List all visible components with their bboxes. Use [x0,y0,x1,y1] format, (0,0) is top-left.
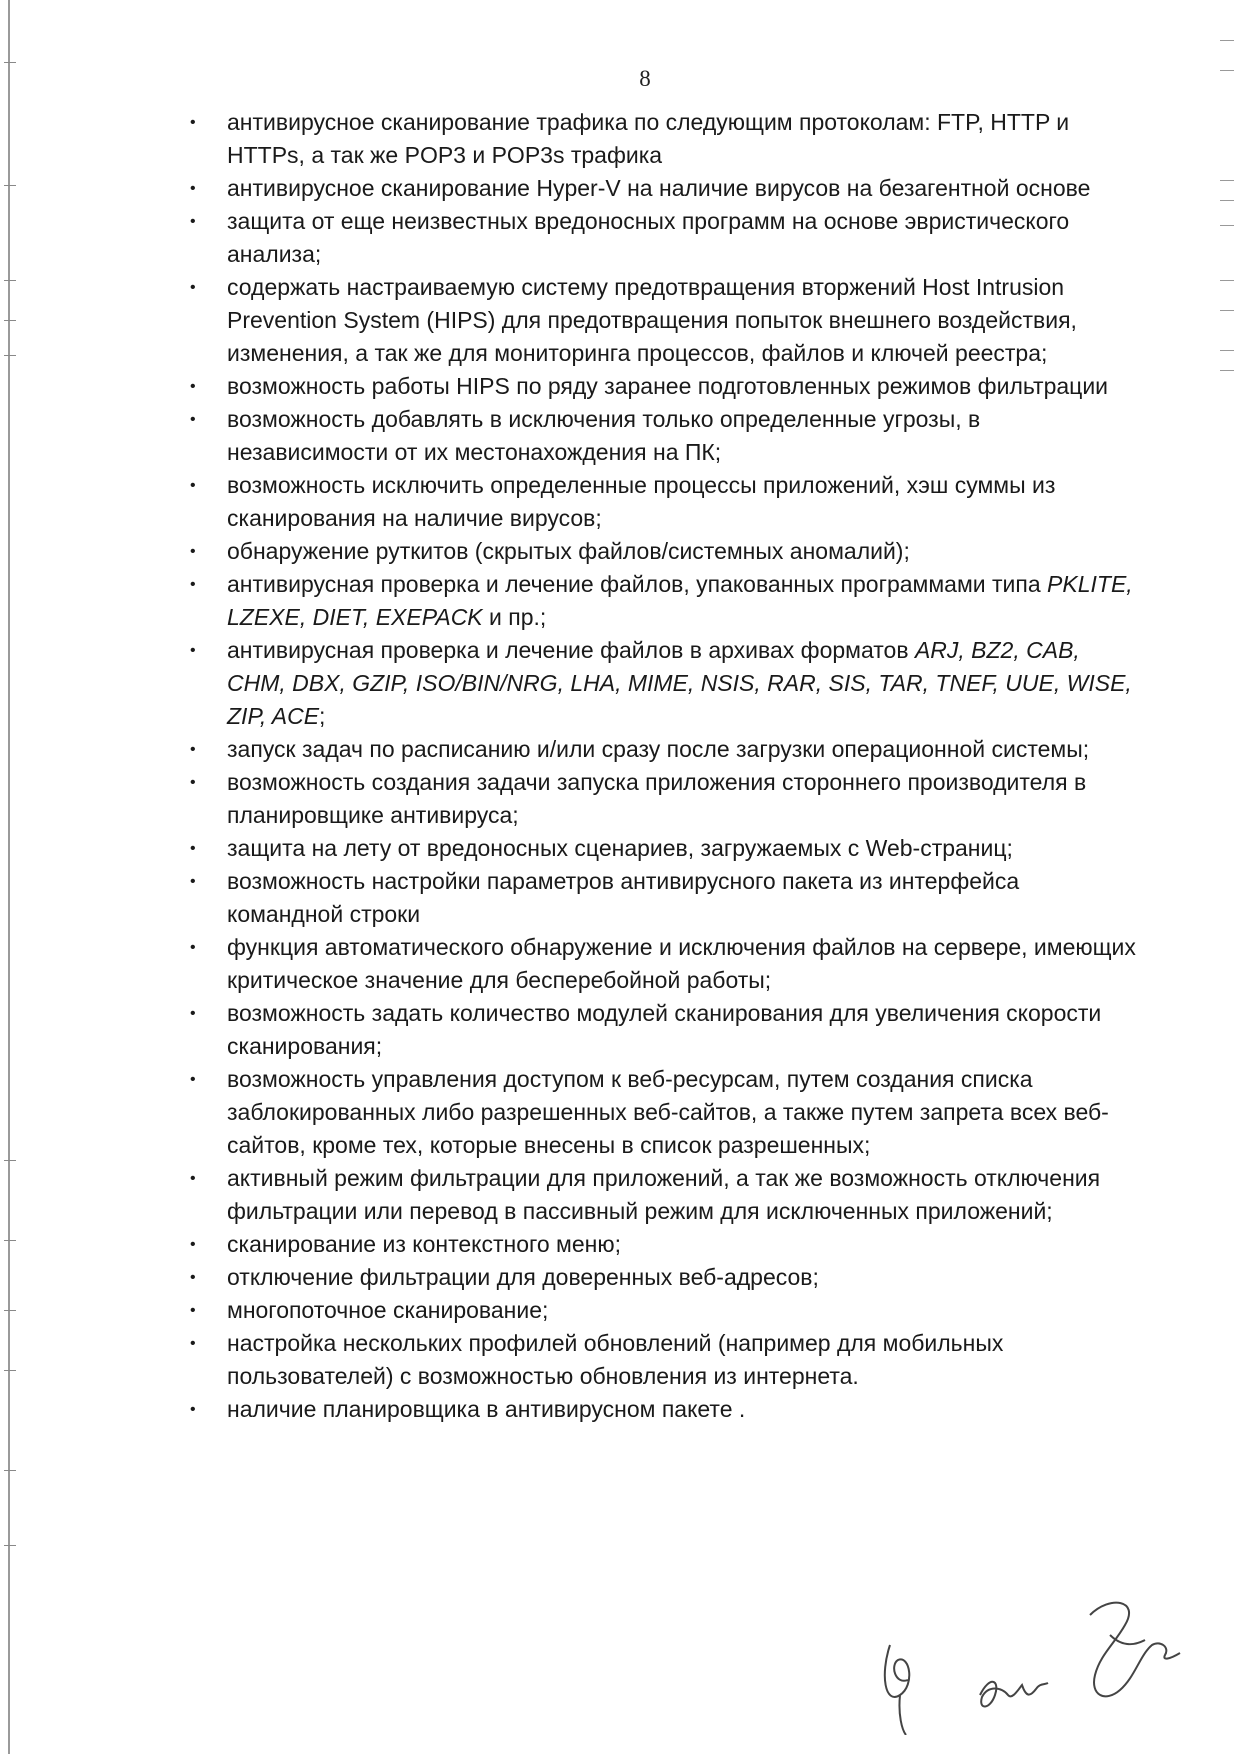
right-edge-mark [1220,180,1234,181]
bullet-icon: • [190,1335,196,1352]
list-item [190,535,1140,568]
page-number: 8 [639,66,651,91]
right-edge-mark [1220,350,1234,351]
bullet-icon: • [190,576,196,593]
list-item-text [227,1396,745,1422]
bullet-icon: • [190,411,196,428]
list-item-text [227,769,1086,828]
list-item-main-text: обнаружение руткитов (скрытых файлов/системных аномалий); [227,538,910,564]
list-item [190,106,1140,172]
list-item-text [227,109,1069,168]
list-item-text [227,208,1069,267]
list-item-text [227,736,1089,762]
handwritten-signatures [870,1585,1200,1735]
list-item-text [227,1165,1100,1224]
margin-tick [4,1545,16,1546]
list-item-text [227,1297,548,1323]
list-item-main-text: возможность исключить определенные процессы приложений, хэш суммы из сканирования на наличие вирусов; [227,472,1056,531]
list-item [190,205,1140,271]
bullet-icon: • [190,114,196,131]
list-item-main-text: активный режим фильтрации для приложений, а так же возможность отключения фильтрации или перевод в пассивный режим для исключенных приложений; [227,1165,1101,1224]
bullet-icon: • [190,873,196,890]
list-item [190,634,1140,733]
list-item [190,997,1140,1063]
bullet-icon: • [190,840,196,857]
margin-tick [4,1240,16,1241]
list-item-italic-text: PKLITE, LZEXE, DIET, EXEPACK [227,571,1133,630]
list-item [190,865,1140,931]
list-item [190,832,1140,865]
margin-tick [4,280,16,281]
bullet-icon: • [190,741,196,758]
right-edge-mark [1220,370,1234,371]
margin-tick [4,1470,16,1471]
list-item-text [227,373,1108,399]
list-item-text [227,472,1055,531]
list-item-main-text: антивирусное сканирование Hyper-V на наличие вирусов на безагентной основе [227,175,1091,201]
margin-tick [4,1310,16,1311]
right-edge-mark [1220,70,1234,71]
list-item-main-text: наличие планировщика в антивирусном пакете . [227,1396,746,1422]
list-item [190,370,1140,403]
list-item-text [227,1000,1101,1059]
list-item [190,931,1140,997]
left-margin-line [8,0,10,1754]
list-item-main-text: возможность работы HIPS по ряду заранее подготовленных режимов фильтрации [227,373,1109,399]
bullet-icon: • [190,1236,196,1253]
signature-2 [980,1682,1048,1707]
right-edge-mark [1220,280,1234,281]
list-item-main-text: настройка нескольких профилей обновлений (например для мобильных пользователей) с возможностью обновления из интернета. [227,1330,1004,1389]
list-item-text [227,868,1019,927]
list-item-main-text: возможность создания задачи запуска приложения стороннего производителя в планировщике антивируса; [227,769,1087,828]
list-item-suffix: и пр.; [482,604,547,630]
list-item-main-text: защита на лету от вредоносных сценариев, загружаемых с Web-страниц; [227,835,1013,861]
margin-tick [4,185,16,186]
margin-tick [4,1370,16,1371]
list-item-main-text: запуск задач по расписанию и/или сразу после загрузки операционной системы; [227,736,1090,762]
bullet-icon: • [190,774,196,791]
list-item-main-text: возможность настройки параметров антивирусного пакета из интерфейса командной строки [227,868,1020,927]
list-item-text [227,406,980,465]
list-item [190,1294,1140,1327]
right-edge-mark [1220,200,1234,201]
bullet-icon: • [190,180,196,197]
list-item [190,733,1140,766]
list-item-main-text: антивирусное сканирование трафика по следующим протоколам: FTP, HTTP и HTTPs, а так же POP3 и POP3s трафика [227,109,1070,168]
list-item-text [227,1330,1003,1389]
list-item-main-text: защита от еще неизвестных вредоносных программ на основе эвристического анализа; [227,208,1070,267]
bullet-icon: • [190,642,196,659]
margin-tick [4,62,16,63]
list-item [190,1393,1140,1426]
bullet-icon: • [190,378,196,395]
right-edge-mark [1220,225,1234,226]
list-item-text [227,934,1136,993]
requirements-list [190,106,1140,1426]
signature-3 [1090,1603,1180,1697]
bullet-icon: • [190,939,196,956]
list-item-text [227,835,1013,861]
signature-1 [885,1645,909,1735]
margin-tick [4,355,16,356]
bullet-icon: • [190,279,196,296]
list-item-text [227,274,1077,366]
list-item [190,403,1140,469]
list-item-main-text: возможность управления доступом к веб-ресурсам, путем создания списка заблокированных либо разрешенных веб-сайтов, а также путем запрета всех веб-сайтов, кроме тех, которые внесены в список разрешенных; [227,1066,1109,1158]
list-item [190,271,1140,370]
bullet-icon: • [190,1401,196,1418]
list-item-main-text: сканирование из контекстного меню; [227,1231,621,1257]
bullet-icon: • [190,477,196,494]
bullet-icon: • [190,1269,196,1286]
bullet-icon: • [190,1071,196,1088]
list-item [190,1228,1140,1261]
list-item-main-text: возможность задать количество модулей сканирования для увеличения скорости сканирования; [227,1000,1102,1059]
list-item-text [227,175,1090,201]
list-item [190,172,1140,205]
right-edge-mark [1220,40,1234,41]
list-item-main-text: возможность добавлять в исключения только определенные угрозы, в независимости от их местонахождения на ПК; [227,406,981,465]
bullet-icon: • [190,1302,196,1319]
list-item [190,1261,1140,1294]
list-item [190,568,1140,634]
list-item [190,1162,1140,1228]
list-item-text [227,1066,1109,1158]
list-item-italic-text: ARJ, BZ2, CAB, CHM, DBX, GZIP, ISO/BIN/NRG, LHA, MIME, NSIS, RAR, SIS, TAR, TNEF, UUE, WISE, ZIP, ACE [227,637,1132,729]
list-item-main-text: функция автоматического обнаружение и исключения файлов на сервере, имеющих критическое значение для бесперебойной работы; [227,934,1136,993]
list-item-text [227,1264,819,1290]
right-edge-mark [1220,310,1234,311]
list-item-text [227,637,1132,729]
list-item [190,1327,1140,1393]
bullet-icon: • [190,1005,196,1022]
list-item-suffix: ; [319,703,326,729]
list-item-main-text: отключение фильтрации для доверенных веб-адресов; [227,1264,819,1290]
list-item-main-text: содержать настраиваемую систему предотвращения вторжений Host Intrusion Prevention System (HIPS) для предотвращения попыток внешнего воздействия, изменения, а так же для мониторинга процессов, файлов и ключей реестра; [227,274,1077,366]
list-item-main-text: антивирусная проверка и лечение файлов в архивах форматов [227,637,909,663]
bullet-icon: • [190,213,196,230]
bullet-icon: • [190,1170,196,1187]
list-item-text [227,538,910,564]
list-item [190,1063,1140,1162]
list-item-text [227,571,1133,630]
list-item-main-text: многопоточное сканирование; [227,1297,549,1323]
bullet-icon: • [190,543,196,560]
margin-tick [4,320,16,321]
list-item [190,469,1140,535]
list-item-text [227,1231,621,1257]
list-item [190,766,1140,832]
list-item-main-text: антивирусная проверка и лечение файлов, упакованных программами типа [227,571,1041,597]
margin-tick [4,1160,16,1161]
